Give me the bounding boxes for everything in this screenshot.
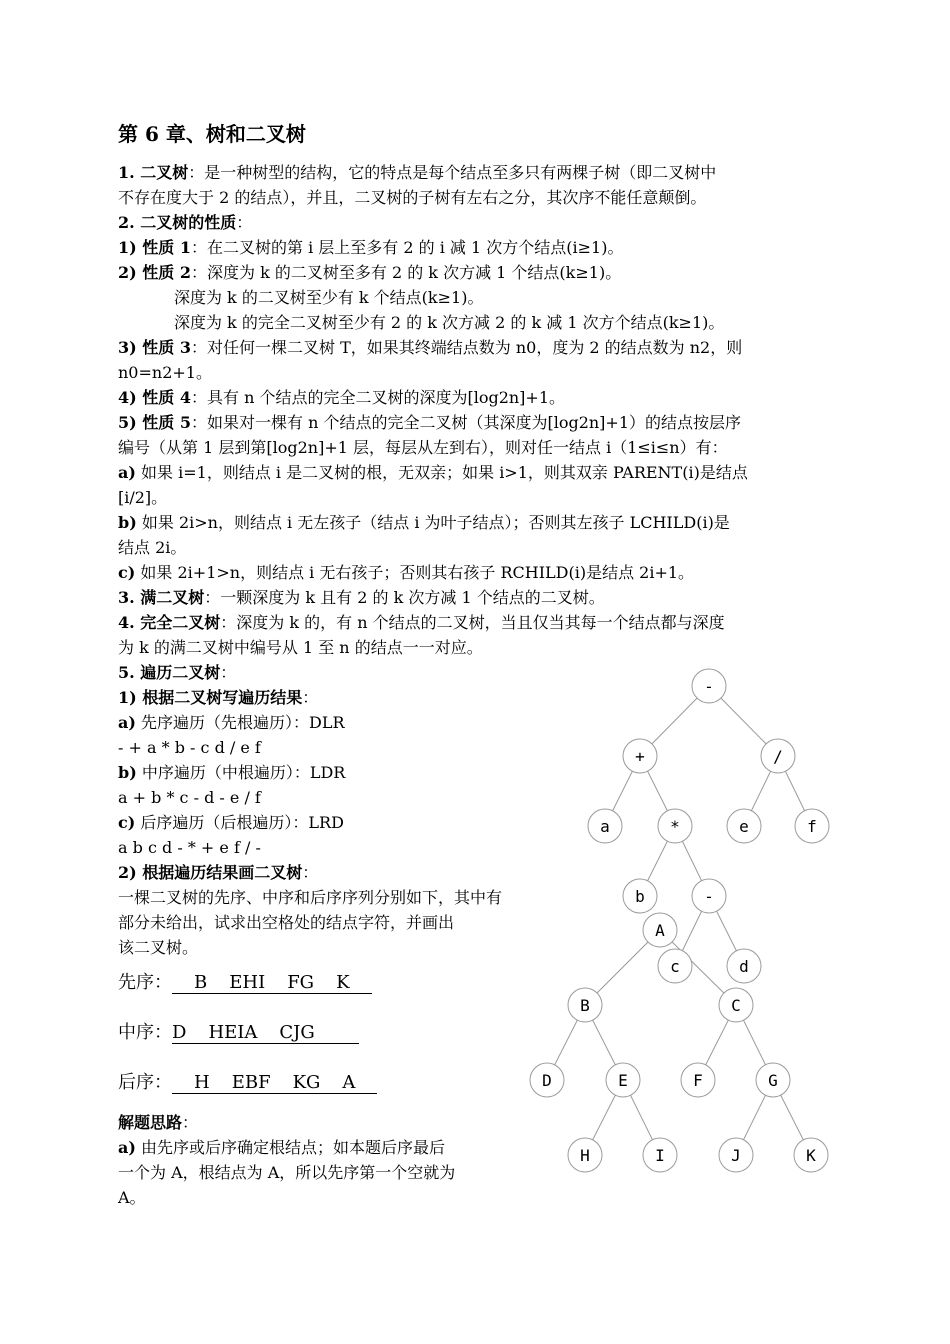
tree-node (568, 1138, 602, 1172)
tree-node (795, 809, 829, 843)
chapter-title: 第 6 章、树和二叉树 (118, 122, 306, 146)
tree-node (643, 1138, 677, 1172)
svg-text:K: K (806, 1146, 816, 1165)
svg-text:G: G (768, 1071, 778, 1090)
line-heading: a) (118, 1138, 136, 1157)
line-heading: 1) 性质 1 (118, 238, 191, 257)
svg-text:E: E (618, 1071, 628, 1090)
svg-text:F: F (693, 1071, 703, 1090)
svg-text:A: A (655, 921, 665, 940)
tree-node (727, 809, 761, 843)
line-text: 如果 2i>n，则结点 i 无左孩子（结点 i 为叶子结点）；否则其左孩子 LCHILD(i)是 (136, 513, 730, 532)
sequence-label: 后序： (118, 1072, 172, 1093)
line-heading: 5) 性质 5 (118, 413, 191, 432)
line-text: 由先序或后序确定根结点；如本题后序最后 (135, 1138, 446, 1157)
tree-node (530, 1063, 564, 1097)
line-text: ：对任何一棵二叉树 T，如果其终端结点数为 n0，度为 2 的结点数为 n2，则 (190, 338, 743, 357)
line-text: ： (236, 213, 253, 232)
svg-text:e: e (739, 817, 749, 836)
svg-text:c: c (670, 957, 680, 976)
line-heading: a) (118, 463, 136, 482)
tree-node (719, 988, 753, 1022)
line-text: a + b * c - d - e / f (118, 788, 261, 807)
tree-node (588, 809, 622, 843)
svg-text:*: * (670, 817, 680, 836)
sequence-label: 中序： (118, 1022, 172, 1043)
sequence-segment: EBF (231, 1072, 271, 1093)
line-text: ： (302, 688, 319, 707)
tree-node (658, 809, 692, 843)
svg-text:d: d (739, 957, 749, 976)
tree-node (568, 988, 602, 1022)
tree-node (658, 949, 692, 983)
line-text: 如果 2i+1>n，则结点 i 无右孩子；否则其右孩子 RCHILD(i)是结点 2i+1。 (135, 563, 695, 582)
line-text: 先序遍历（先根遍历）：DLR (135, 713, 345, 732)
svg-text:I: I (655, 1146, 665, 1165)
line-text: n0=n2+1。 (118, 363, 212, 382)
line-text: - + a * b - c d / e f (118, 738, 261, 757)
sequence-segment: HEIA (208, 1022, 258, 1043)
sequence-segment: FG (287, 972, 315, 993)
line-text: ： (302, 863, 319, 882)
line-text: 深度为 k 的完全二叉树至少有 2 的 k 次方减 2 的 k 减 1 次方个结点(k≥1)。 (118, 313, 725, 332)
tree-node (681, 1063, 715, 1097)
line-text: ：深度为 k 的二叉树至多有 2 的 k 次方减 1 个结点(k≥1)。 (190, 263, 622, 282)
tree-node (727, 949, 761, 983)
line-text: ：深度为 k 的，有 n 个结点的二叉树，当且仅当其每一个结点都与深度 (220, 613, 725, 632)
line-text: 后序遍历（后根遍历）：LRD (135, 813, 344, 832)
line-text: ：一颗深度为 k 且有 2 的 k 次方减 1 个结点的二叉树。 (204, 588, 605, 607)
svg-text:-: - (704, 887, 714, 906)
tree-node (623, 879, 657, 913)
line-text: ：如果对一棵有 n 个结点的完全二叉树（其深度为[log2n]+1）的结点按层序 (190, 413, 742, 432)
line-heading: c) (118, 563, 136, 582)
sequence-segment: CJG (279, 1022, 315, 1043)
svg-text:/: / (773, 747, 783, 766)
line-text: ： (182, 1113, 199, 1132)
line-heading: a) (118, 713, 136, 732)
line-text: 一棵二叉树的先序、中序和后序序列分别如下，其中有 (118, 888, 503, 907)
tree-node (761, 739, 795, 773)
svg-text:D: D (542, 1071, 552, 1090)
sequence-segment: K (336, 972, 350, 993)
line-text: 编号（从第 1 层到第[log2n]+1 层，每层从左到右），则对任一结点 i（1≤i≤n）有： (118, 438, 728, 457)
tree-node (606, 1063, 640, 1097)
line-heading: b) (118, 513, 137, 532)
line-text: A。 (118, 1188, 146, 1207)
line-text: 中序遍历（中根遍历）：LDR (136, 763, 346, 782)
tree-node (719, 1138, 753, 1172)
line-heading: 2. 二叉树的性质 (118, 213, 237, 232)
line-heading: 3. 满二叉树 (118, 588, 205, 607)
tree-node (623, 739, 657, 773)
sequence-label: 先序： (118, 972, 172, 993)
line-heading: 1) 根据二叉树写遍历结果 (118, 688, 303, 707)
sequence-segment: A (342, 1072, 356, 1093)
svg-text:B: B (580, 996, 590, 1015)
line-text: ：具有 n 个结点的完全二叉树的深度为[log2n]+1。 (190, 388, 566, 407)
tree-node (643, 913, 677, 947)
sequence-segment: H (194, 1072, 210, 1093)
line-heading: 4. 完全二叉树 (118, 613, 221, 632)
sequence-segment: D (172, 1022, 187, 1043)
tree-node (794, 1138, 828, 1172)
line-text: 一个为 A，根结点为 A，所以先序第一个空就为 (118, 1163, 456, 1182)
tree-node (692, 669, 726, 703)
svg-text:-: - (704, 677, 714, 696)
line-heading: 解题思路 (118, 1113, 183, 1132)
line-text: 不存在度大于 2 的结点），并且，二叉树的子树有左右之分，其次序不能任意颠倒。 (118, 188, 707, 207)
line-text: 该二叉树。 (118, 938, 199, 957)
line-heading: 4) 性质 4 (118, 388, 191, 407)
line-heading: 5. 遍历二叉树 (118, 663, 221, 682)
svg-text:C: C (731, 996, 741, 1015)
svg-text:J: J (731, 1146, 741, 1165)
sequence-segment: B (194, 972, 208, 993)
sequence-segment: KG (292, 1072, 321, 1093)
tree-node (692, 879, 726, 913)
line-text: a b c d - * + e f / - (118, 838, 261, 857)
svg-text:+: + (635, 747, 645, 766)
line-text: ：在二叉树的第 i 层上至多有 2 的 i 减 1 次方个结点(i≥1)。 (190, 238, 624, 257)
svg-text:a: a (600, 817, 610, 836)
line-text: 深度为 k 的二叉树至少有 k 个结点(k≥1)。 (118, 288, 484, 307)
line-heading: 3) 性质 3 (118, 338, 191, 357)
line-heading: 1. 二叉树 (118, 163, 189, 182)
line-heading: 2) 性质 2 (118, 263, 191, 282)
line-text: 如果 i=1，则结点 i 是二叉树的根，无双亲；如果 i>1，则其双亲 PARENT(i)是结点 (135, 463, 748, 482)
line-heading: c) (118, 813, 136, 832)
tree-node (756, 1063, 790, 1097)
sequence-segment: EHI (229, 972, 266, 993)
svg-text:f: f (807, 817, 817, 836)
line-text: [i/2]。 (118, 488, 168, 507)
svg-text:b: b (635, 887, 645, 906)
line-text: 结点 2i。 (118, 538, 187, 557)
line-heading: 2) 根据遍历结果画二叉树 (118, 863, 303, 882)
line-text: 部分未给出，试求出空格处的结点字符，并画出 (118, 913, 455, 932)
line-heading: b) (118, 763, 137, 782)
line-text: ： (220, 663, 237, 682)
line-text: ：是一种树型的结构，它的特点是每个结点至多只有两棵子树（即二叉树中 (188, 163, 717, 182)
svg-text:H: H (580, 1146, 590, 1165)
line-text: 为 k 的满二叉树中编号从 1 至 n 的结点一一对应。 (118, 638, 483, 657)
